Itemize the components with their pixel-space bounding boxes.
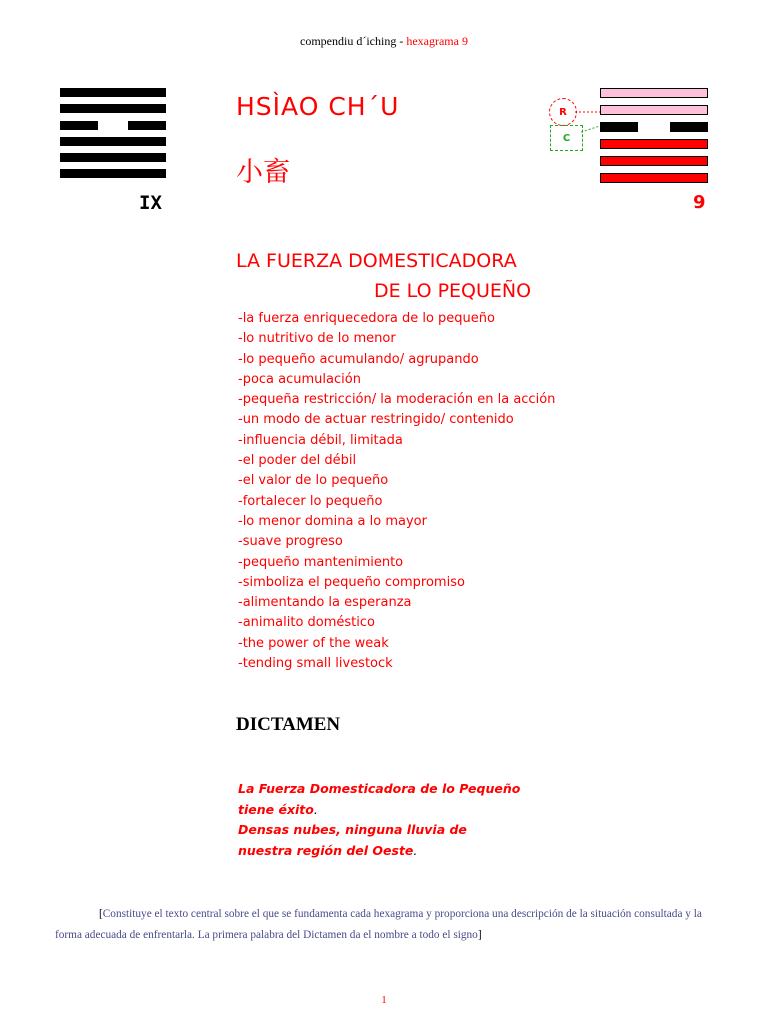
dictamen-period: .: [313, 801, 318, 817]
trigram-line-pink: [600, 88, 708, 98]
header-hexagram: hexagrama 9: [406, 34, 468, 48]
colored-hexagram: [600, 88, 708, 190]
list-item: -lo menor domina a lo mayor: [238, 513, 427, 529]
dictamen-line: La Fuerza Domesticadora de lo Pequeño: [238, 781, 521, 796]
list-item: -la fuerza enriquecedora de lo pequeño: [238, 311, 495, 326]
trigram-line-pink: [600, 105, 708, 115]
page-number: 1: [381, 994, 387, 1006]
hexagram-line-broken: [60, 121, 166, 130]
note-open-bracket: [: [99, 908, 103, 920]
list-item: -influencia débil, limitada: [238, 432, 403, 448]
list-item: -fortalecer lo pequeño: [238, 493, 383, 509]
list-item: -simboliza el pequeño compromiso: [238, 574, 465, 590]
list-item: -lo nutritivo de lo menor: [238, 331, 396, 347]
hexagram-title: HSÌAO CH´U: [236, 92, 400, 121]
trigram-line-red: [600, 173, 708, 183]
dictamen-line: [238, 800, 520, 821]
dictamen-line-text: nuestra región del Oeste: [238, 842, 414, 858]
dictamen-heading: DICTAMEN: [236, 714, 341, 735]
dictamen-text: [238, 779, 520, 861]
list-item: -poca acumulación: [238, 371, 361, 387]
list-item: -el poder del débil: [238, 453, 357, 469]
hexagram-number: 9: [693, 192, 706, 213]
list-item: -the power of the weak: [238, 635, 389, 651]
list-item: -un modo de actuar restringido/ contenido: [238, 412, 514, 428]
list-item: -tending small livestock: [238, 656, 393, 672]
list-item: -el valor de lo pequeño: [238, 473, 389, 489]
header-prefix: compendiu d´iching -: [300, 34, 407, 48]
hexagram-symbol: [60, 88, 166, 186]
heading-line-2: DE LO PEQUEÑO: [374, 280, 532, 302]
hexagram-line-solid: [60, 169, 166, 178]
heading-line-1: LA FUERZA DOMESTICADORA: [236, 250, 517, 272]
note-close-bracket: ]: [477, 929, 482, 941]
list-item: -suave progreso: [238, 534, 343, 550]
dictamen-line-text: tiene éxito: [238, 801, 314, 817]
dictamen-line: [238, 841, 520, 862]
dictamen-period: .: [413, 842, 418, 858]
trigram-line-broken: [600, 122, 708, 132]
trigram-line-red: [600, 139, 708, 149]
roman-numeral: IX: [139, 192, 162, 214]
marker-r: R: [549, 98, 577, 126]
list-item: -alimentando la esperanza: [238, 595, 412, 611]
dictamen-line: Densas nubes, ninguna lluvia de: [238, 822, 467, 837]
hexagram-line-solid: [60, 137, 166, 146]
list-item: -pequeña restricción/ la moderación en la acción: [238, 392, 556, 408]
list-item: -animalito doméstico: [238, 615, 375, 631]
hexagram-line-solid: [60, 153, 166, 162]
explanatory-note: [55, 904, 717, 946]
trigram-line-red: [600, 156, 708, 166]
marker-c: C: [550, 125, 583, 151]
list-item: -lo pequeño acumulando/ agrupando: [238, 351, 479, 367]
list-item: -pequeño mantenimiento: [238, 554, 404, 570]
page-header: [0, 34, 768, 49]
note-text: Constituye el texto central sobre el que se fundamenta cada hexagrama y proporciona una descripción de la situación consultada y la forma adecuada de enfrentarla. La primera palabra del Dictamen da el nombre a todo el signo: [55, 908, 702, 941]
hexagram-line-solid: [60, 88, 166, 97]
hexagram-line-solid: [60, 104, 166, 113]
chinese-characters: 小畜: [236, 157, 290, 188]
meanings-list: [238, 309, 555, 674]
